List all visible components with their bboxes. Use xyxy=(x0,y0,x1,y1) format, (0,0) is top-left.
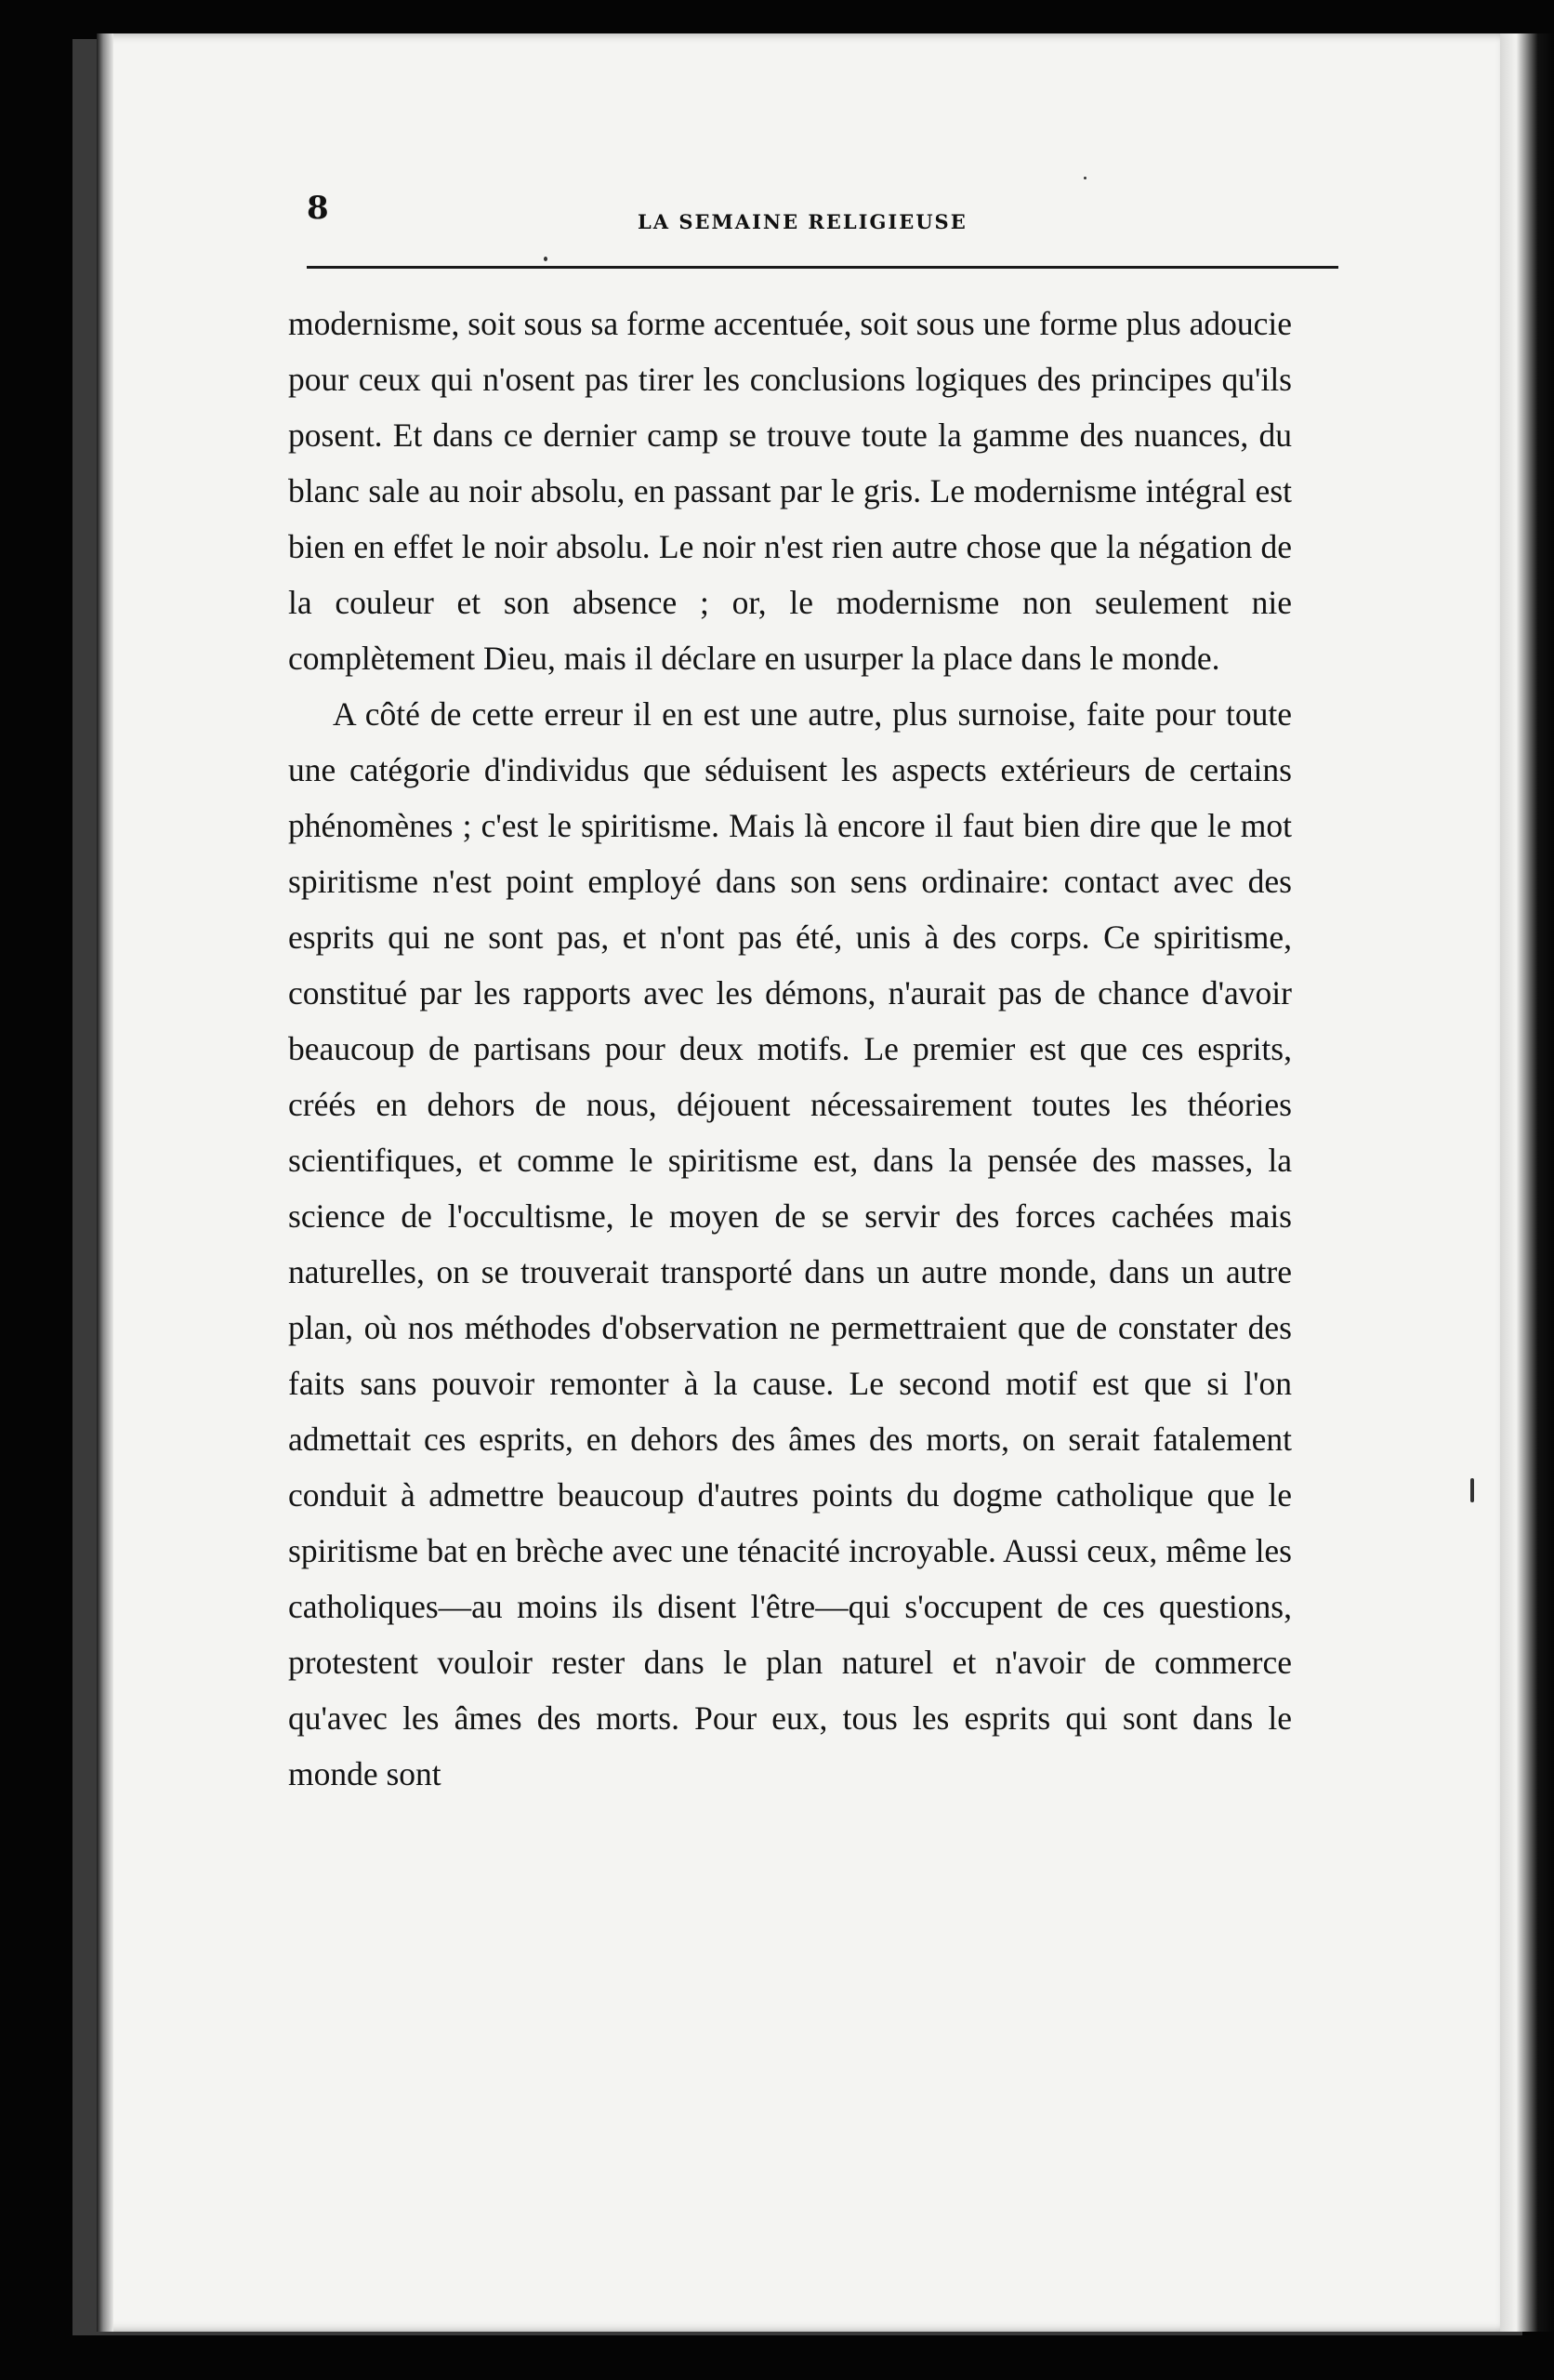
body-text xyxy=(288,296,1292,1802)
paragraph-1: modernisme, soit sous sa forme accentuée, soit sous une forme plus adoucie pour ceux qui n'osent pas tirer les conclusions logiques des principes qu'ils posent. Et dans ce dernier camp se trouve toute la gamme des nuances, du blanc sale au noir absolu, en passant par le gris. Le modernisme intégral est bien en effet le noir absolu. Le noir n'est rien autre chose que la négation de la couleur et son absence ; or, le modernisme non seulement nie complètement Dieu, mais il déclare en usurper la place dans le monde. xyxy=(288,305,1292,677)
header-rule xyxy=(307,266,1338,269)
scan-speck xyxy=(1084,177,1086,179)
scan-speck xyxy=(1470,1478,1474,1502)
running-head: LA SEMAINE RELIGIEUSE xyxy=(638,210,968,233)
scan-speck xyxy=(544,257,547,261)
page-number: 8 xyxy=(307,190,329,227)
paragraph-2: A côté de cette erreur il en est une autre, plus surnoise, faite pour toute une catégorie d'individus que séduisent les aspects extérieurs de certains phénomènes ; c'est le spiritisme. Mais là encore il faut bien dire que le mot spiritisme n'est point employé dans son sens ordinaire: contact avec des esprits qui ne sont pas, et n'ont pas été, unis à des corps. Ce spiritisme, constitué par les rapports avec les démons, n'aurait pas de chance d'avoir beaucoup de partisans pour deux motifs. Le premier est que ces esprits, créés en dehors de nous, déjouent nécessairement toutes les théories scientifiques, et comme le spiritisme est, dans la pensée des masses, la science de l'occultisme, le moyen de se servir des forces cachées mais naturelles, on se trouverait transporté dans un autre monde, dans un autre plan, où nos méthodes d'observation ne permettraient que de constater des faits sans pouvoir remonter à la cause. Le second motif est que si l'on admettait ces esprits, en dehors des âmes des morts, on serait fatalement conduit à admettre beaucoup d'autres points du dogme catholique que le spiritisme bat en brèche avec une ténacité incroyable. Aussi ceux, même les catholiques—au moins ils disent l'être—qui s'occupent de ces questions, protestent vouloir rester dans le plan naturel et n'avoir de commerce qu'avec les âmes des morts. Pour eux, tous les esprits qui sont dans le monde sont xyxy=(288,695,1292,1792)
page-binding-edge xyxy=(97,33,113,2332)
page-header xyxy=(307,190,1338,242)
page-right-edge xyxy=(1500,33,1554,2332)
